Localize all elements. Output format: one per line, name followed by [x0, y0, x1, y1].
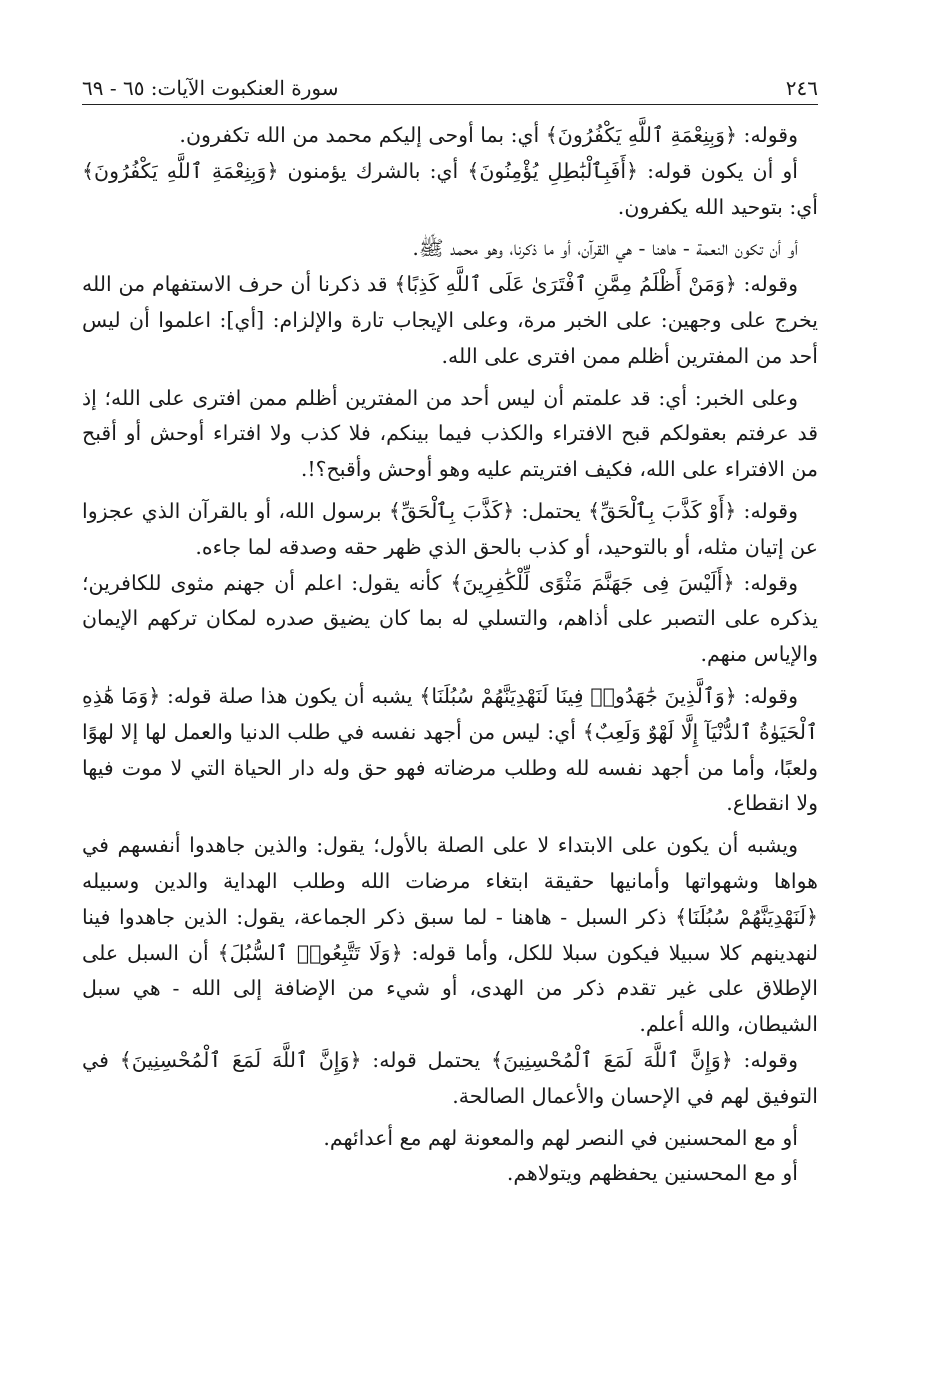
running-header: [82, 60, 818, 100]
paragraph: أو أن تكون النعمة - هاهنا - هي القرآن، أو ما ذكرنا، وهو محمد ﷺ.: [412, 236, 798, 261]
paragraph: أو مع المحسنين يحفظهم ويتولاهم.: [506, 1161, 798, 1186]
paragraph: وقوله: ﴿وَٱلَّذِينَ جَٰهَدُوا۟ فِينَا لَنَهْدِيَنَّهُمْ سُبُلَنَا﴾ يشبه أن يكون هذا صلة قوله: ﴿وَمَا هَٰذِهِ ٱلْحَيَوٰةُ ٱلدُّنْيَآ إِلَّا لَهْوٌ وَلَعِبٌ﴾ أي: ليس من أجهد نفسه في طلب الدنيا والعمل لها إلا لهوًا ولعبًا، وأما من أجهد نفسه لله وطلب مرضاته فهو حق وله دار الحياة التي لا موت فيها ولا انقطاع.: [82, 683, 818, 816]
running-title: سورة العنكبوت الآيات: ٦٥ - ٦٩: [82, 76, 339, 100]
header-divider: [82, 104, 818, 105]
paragraph: وقوله: ﴿وَمَنْ أَظْلَمُ مِمَّنِ ٱفْتَرَىٰ عَلَى ٱللَّهِ كَذِبًا﴾ قد ذكرنا أن حرف الاستفهام من الله يخرج على وجهين: على الخبر مرة، وعلى الإيجاب تارة والإلزام: [أي]: اعلموا أن ليس أحد من المفترين أظلم ممن افترى على الله.: [82, 272, 818, 368]
paragraph: أو أن يكون قوله: ﴿أَفَبِٱلْبَٰطِلِ يُؤْمِنُونَ﴾ أي: بالشرك يؤمنون ﴿وَبِنِعْمَةِ ٱللَّهِ يَكْفُرُونَ﴾ أي: بتوحيد الله يكفرون.: [82, 158, 818, 219]
paragraph: ويشبه أن يكون على الابتداء لا على الصلة بالأول؛ يقول: والذين جاهدوا أنفسهم في هواها وشهواتها وأمانيها حقيقة ابتغاء مرضات الله وطلب الهداية والدين وسبيله ﴿لَنَهْدِيَنَّهُمْ سُبُلَنَا﴾ ذكر السبل - هاهنا - لما سبق ذكر الجماعة، يقول: الذين جاهدوا فينا لنهدينهم كلا سبيلا فيكون سبلا للكل، وأما قوله: ﴿وَلَا تَتَّبِعُوا۟ ٱلسُّبُلَ﴾ أن السبل على الإطلاق على غير تقدم ذكر من الهدى، أو شيء من الإضافة إلى الله - هي سبل الشيطان، والله أعلم.: [82, 833, 818, 1037]
body-text: [82, 118, 818, 1192]
paragraph: أو مع المحسنين في النصر لهم والمعونة لهم مع أعدائهم.: [323, 1125, 798, 1150]
page-number: ٢٤٦: [785, 76, 818, 100]
paragraph: وعلى الخبر: أي: قد علمتم أن ليس أحد من المفترين أظلم ممن افترى على الله؛ إذ قد عرفتم بعقولكم قبح الافتراء والكذب فيما بينكم، فلا كذب ولا افتراء أوحش أو أقبح من الافتراء على الله، فكيف افتريتم عليه وهو أوحش وأقبح؟!.: [82, 385, 818, 482]
paragraph: وقوله: ﴿وَإِنَّ ٱللَّهَ لَمَعَ ٱلْمُحْسِنِينَ﴾ يحتمل قوله: ﴿وَإِنَّ ٱللَّهَ لَمَعَ ٱلْمُحْسِنِينَ﴾ في التوفيق لهم في الإحسان والأعمال الصالحة.: [82, 1047, 818, 1108]
paragraph: وقوله: ﴿أَلَيْسَ فِى جَهَنَّمَ مَثْوًى لِّلْكَٰفِرِينَ﴾ كأنه يقول: اعلم أن جهنم مثوى للكافرين؛ يذكره على التصبر على أذاهم، والتسلي له بما كان يضيق صدره لمكان تركهم الإيمان والإياس منهم.: [82, 570, 818, 667]
paragraph: وقوله: ﴿أَوْ كَذَّبَ بِٱلْحَقِّ﴾ يحتمل: ﴿كَذَّبَ بِٱلْحَقِّ﴾ برسول الله، أو بالقرآن الذي عجزوا عن إتيان مثله، أو بالتوحيد، أو كذب بالحق الذي ظهر حقه وصدقه لما جاءه.: [82, 498, 818, 559]
paragraph: وقوله: ﴿وَبِنِعْمَةِ ٱللَّهِ يَكْفُرُونَ﴾ أي: بما أوحى إليكم محمد من الله تكفرون.: [179, 123, 798, 147]
